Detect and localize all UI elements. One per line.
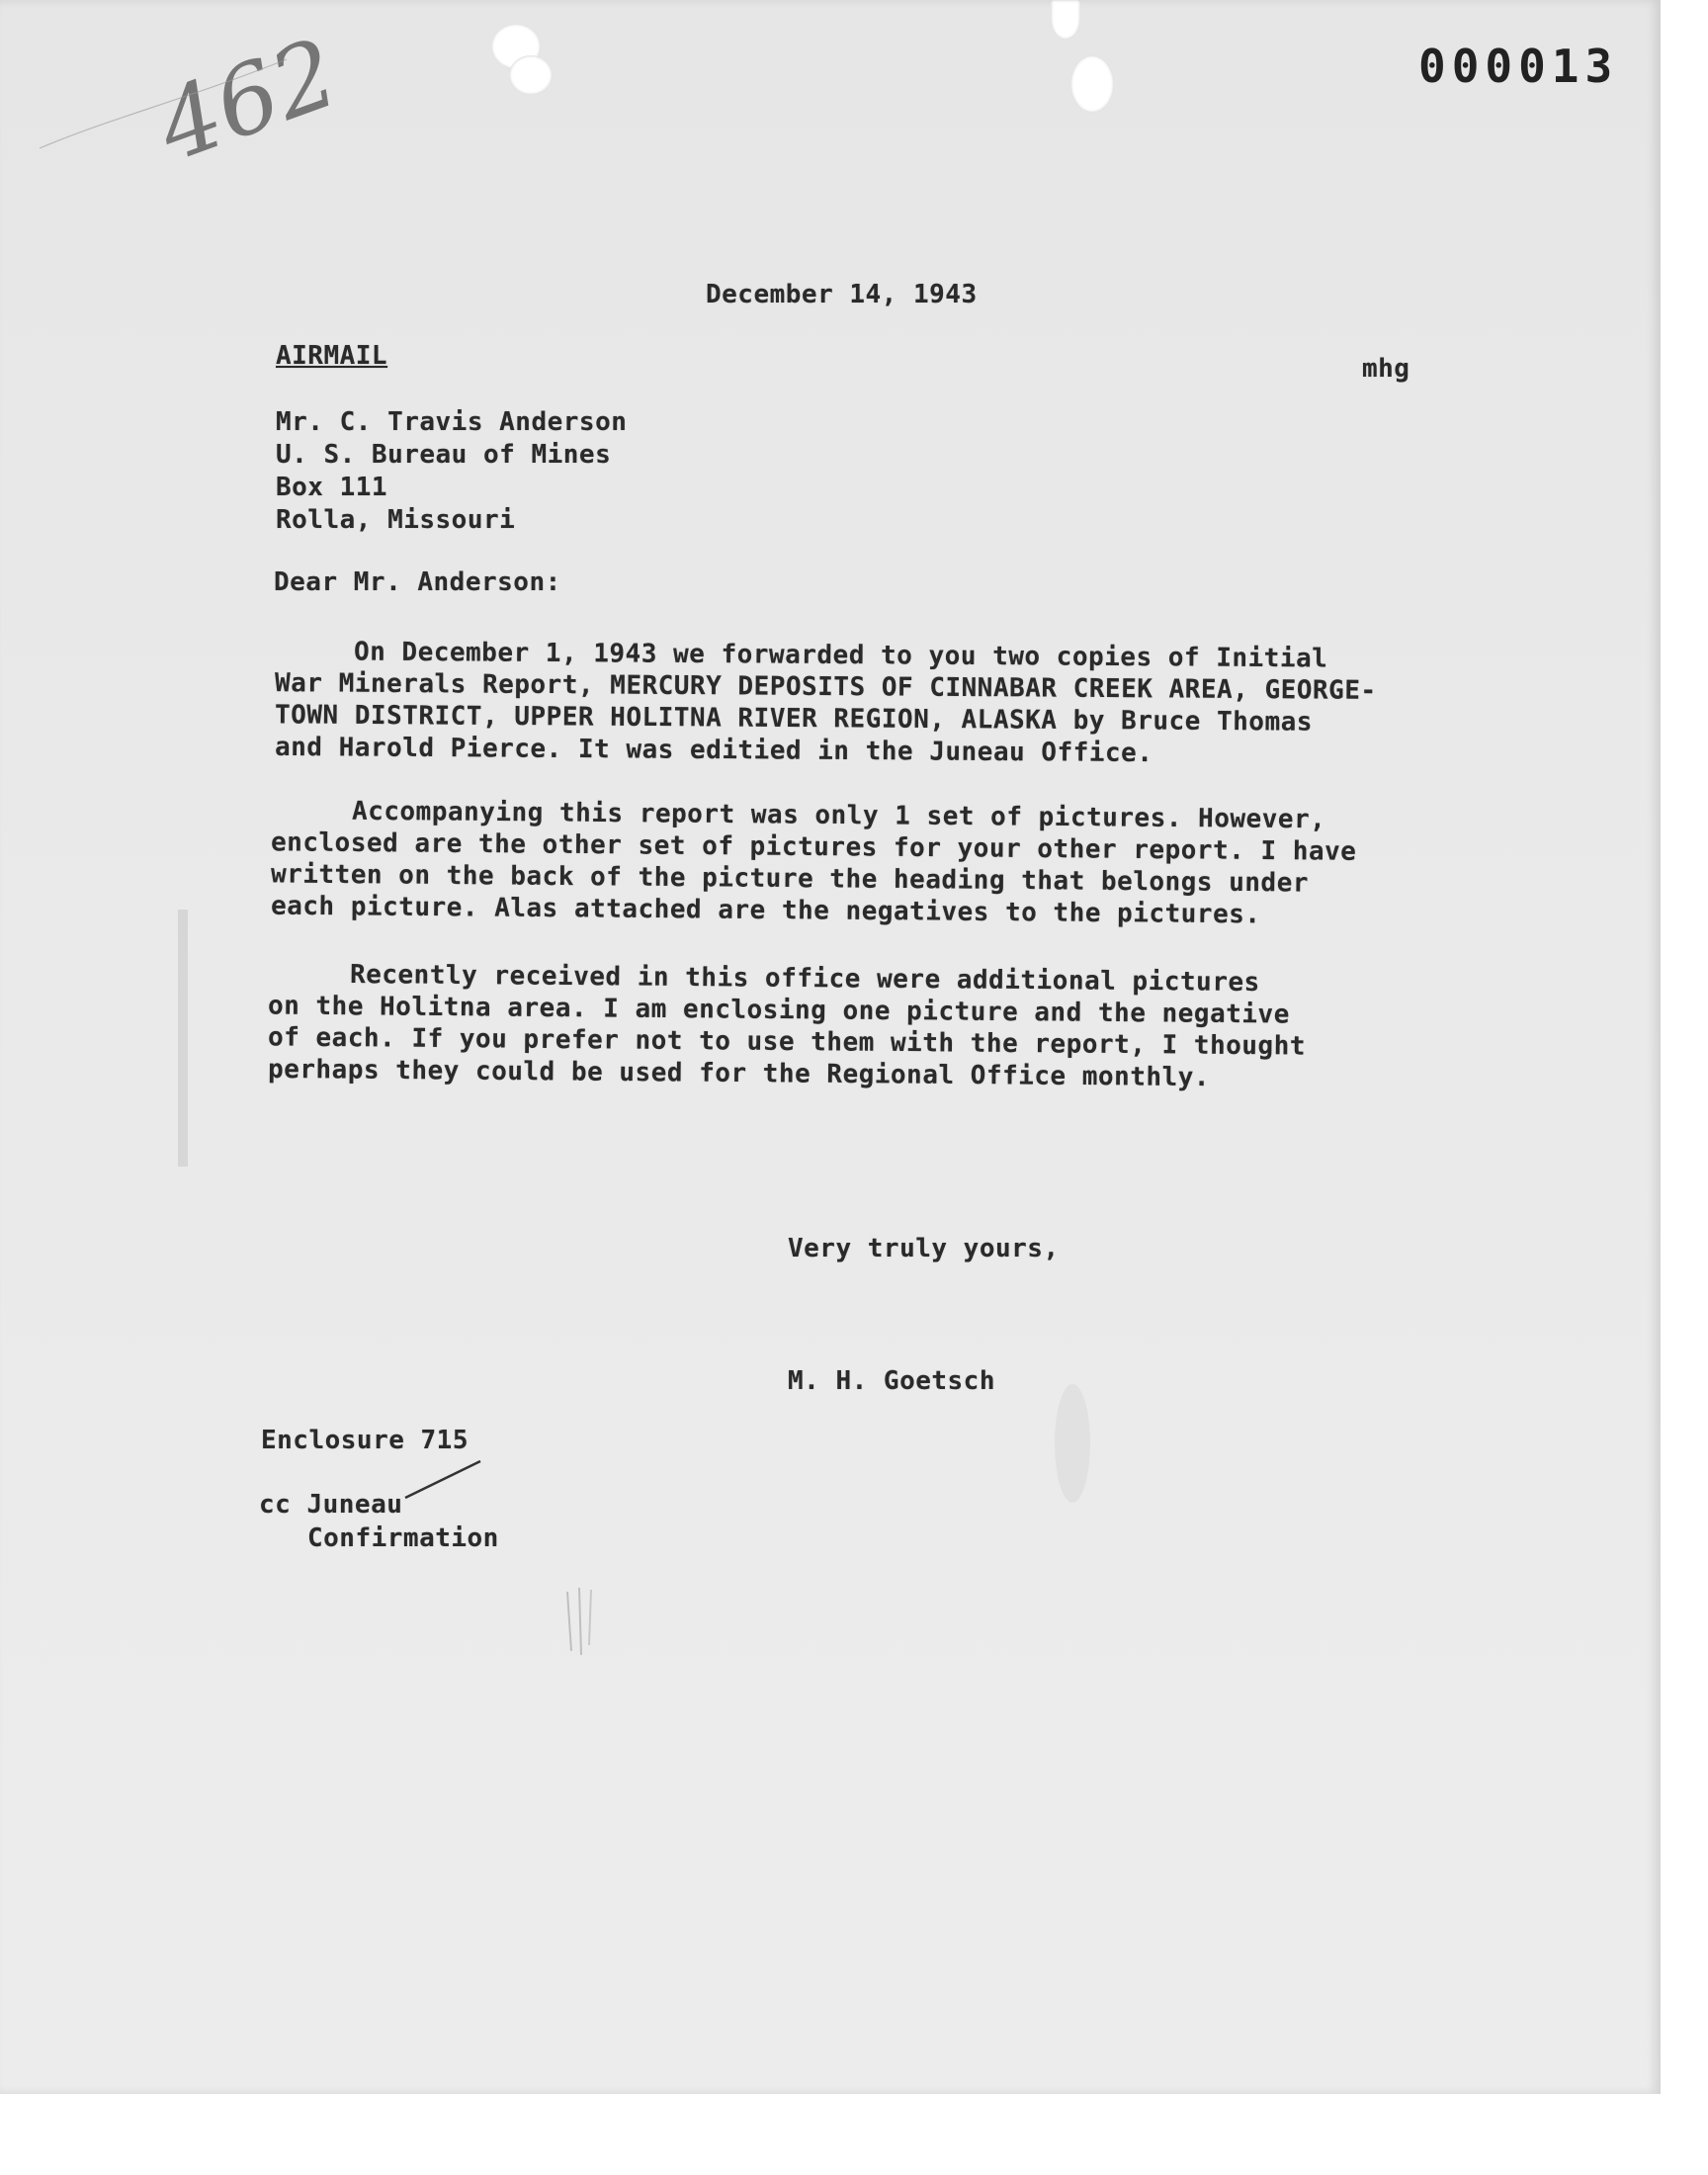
- airmail-label: AIRMAIL: [276, 341, 388, 371]
- address-line: U. S. Bureau of Mines: [276, 440, 612, 470]
- address-line: Rolla, Missouri: [276, 505, 516, 535]
- check-mark: [395, 1453, 494, 1513]
- cc-line: cc Juneau: [259, 1490, 403, 1520]
- punch-hole: [1070, 55, 1114, 113]
- binding-shadow: [178, 910, 188, 1167]
- address-line: Box 111: [276, 473, 388, 502]
- punch-hole: [509, 55, 553, 95]
- cc-line: Confirmation: [307, 1523, 499, 1553]
- handwritten-page-number: 462: [143, 17, 352, 184]
- salutation: Dear Mr. Anderson:: [274, 567, 561, 597]
- paragraph-line: Accompanying this report was only 1 set of pictures. However,: [351, 796, 1326, 835]
- smudge-mark: [554, 1582, 633, 1661]
- typist-initials: mhg: [1362, 354, 1410, 384]
- smudge-mark: [1028, 1374, 1117, 1513]
- paragraph-line: perhaps they could be used for the Regional Office monthly.: [267, 1054, 1211, 1093]
- closing: Very truly yours,: [788, 1234, 1060, 1263]
- enclosure-note: Enclosure 715: [261, 1426, 469, 1455]
- address-line: Mr. C. Travis Anderson: [276, 407, 628, 437]
- paragraph-line: on the Holitna area. I am enclosing one picture and the negative: [267, 991, 1290, 1030]
- page-stamp-number: 000013: [1418, 40, 1619, 93]
- paragraph-line: and Harold Pierce. It was editied in the Juneau Office.: [274, 732, 1153, 769]
- punch-hole: [1051, 0, 1080, 40]
- paragraph-line: War Minerals Report, MERCURY DEPOSITS OF CINNABAR CREEK AREA, GEORGE-: [274, 668, 1377, 706]
- paragraph-line: of each. If you prefer not to use them with the report, I thought: [267, 1022, 1307, 1062]
- signature-name: M. H. Goetsch: [788, 1366, 995, 1396]
- letter-date: December 14, 1943: [706, 280, 978, 309]
- paragraph-line: enclosed are the other set of pictures for your other report. I have: [270, 827, 1357, 867]
- paragraph-line: TOWN DISTRICT, UPPER HOLITNA RIVER REGION, ALASKA by Bruce Thomas: [274, 700, 1314, 738]
- paragraph-line: On December 1, 1943 we forwarded to you two copies of Initial: [353, 637, 1328, 674]
- paragraph-line: written on the back of the picture the heading that belongs under: [270, 859, 1310, 899]
- paragraph-line: Recently received in this office were additional pictures: [349, 959, 1260, 999]
- paragraph-line: each picture. Alas attached are the negatives to the pictures.: [270, 891, 1261, 930]
